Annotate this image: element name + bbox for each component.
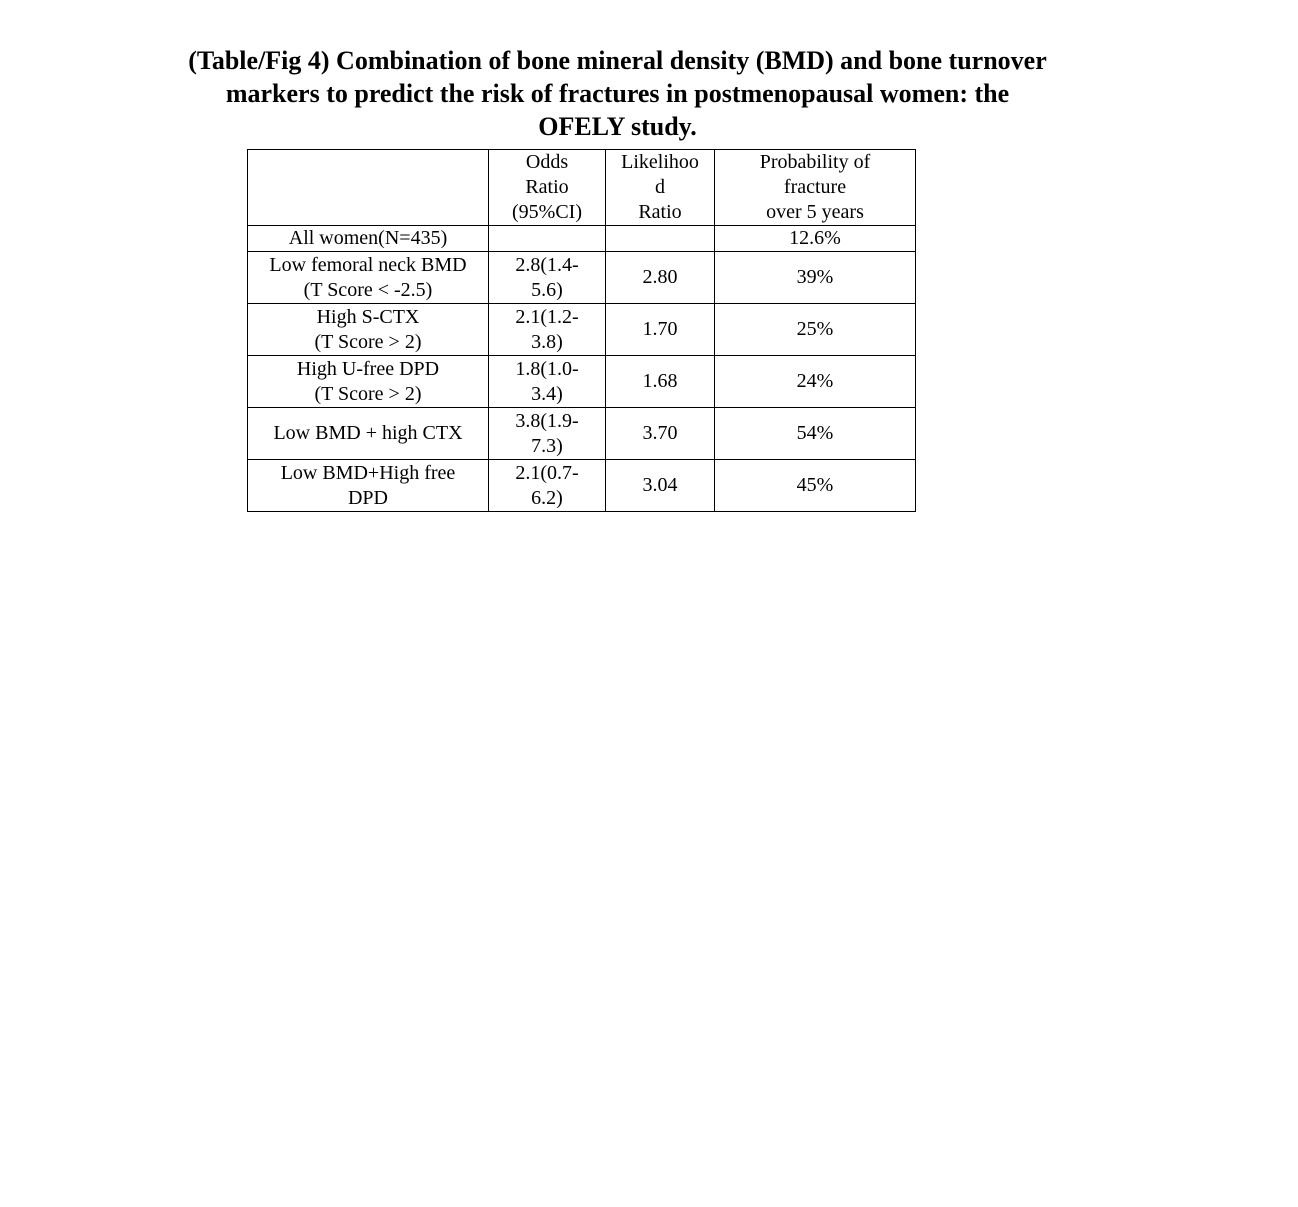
- odds-ratio-cell: [489, 408, 606, 460]
- header-odds-ratio-line: Odds: [525, 151, 569, 173]
- header-odds-ratio-line: Ratio: [525, 176, 569, 198]
- probability-cell: 39%: [715, 252, 916, 304]
- odds-ratio-line: 5.6): [531, 278, 563, 301]
- header-odds-ratio: [489, 150, 606, 226]
- row-label-line: Low femoral neck BMD: [269, 253, 467, 276]
- likelihood-ratio-cell: 1.68: [606, 356, 715, 408]
- odds-ratio-line: 2.1(0.7-: [515, 461, 579, 484]
- row-label: [248, 356, 489, 408]
- table-row: [248, 252, 916, 304]
- row-label-line: High U-free DPD: [296, 357, 440, 380]
- probability-cell: 12.6%: [715, 226, 916, 252]
- likelihood-ratio-cell: 3.04: [606, 460, 715, 512]
- probability-cell: 25%: [715, 304, 916, 356]
- odds-ratio-line: 3.8(1.9-: [515, 409, 579, 432]
- likelihood-ratio-cell: [606, 226, 715, 252]
- row-label-line: Low BMD + high CTX: [273, 422, 463, 444]
- row-label: [248, 460, 489, 512]
- header-probability-line: over 5 years: [766, 201, 864, 223]
- odds-ratio-line: 2.1(1.2-: [515, 305, 579, 328]
- odds-ratio-line: 2.8(1.4-: [515, 253, 579, 276]
- title-line-2: markers to predict the risk of fractures in postmenopausal women: the: [225, 79, 1010, 108]
- row-label: [248, 304, 489, 356]
- odds-ratio-line: 1.8(1.0-: [515, 357, 579, 380]
- likelihood-ratio-cell: 1.70: [606, 304, 715, 356]
- row-label-line: All women(N=435): [288, 227, 448, 249]
- row-label-line: Low BMD+High free: [280, 461, 456, 484]
- row-label-line: High S-CTX: [316, 305, 420, 328]
- header-likelihood-ratio-line: Ratio: [638, 201, 682, 223]
- header-likelihood-ratio-line: d: [655, 176, 665, 198]
- fracture-risk-table: [247, 149, 916, 512]
- row-label: [248, 408, 489, 460]
- table-header-row: [248, 150, 916, 226]
- likelihood-ratio-cell: 2.80: [606, 252, 715, 304]
- odds-ratio-cell: [489, 356, 606, 408]
- header-probability-line: fracture: [783, 176, 847, 198]
- header-likelihood-ratio: [606, 150, 715, 226]
- table-row: [248, 226, 916, 252]
- odds-ratio-cell: [489, 460, 606, 512]
- table-row: [248, 460, 916, 512]
- header-probability-line: Probability of: [759, 151, 871, 173]
- table-row: [248, 304, 916, 356]
- header-odds-ratio-line: (95%CI): [512, 201, 582, 223]
- table-row: [248, 356, 916, 408]
- table-row: [248, 408, 916, 460]
- row-label-line: (T Score > 2): [314, 330, 422, 353]
- title-line-1: (Table/Fig 4) Combination of bone mineral density (BMD) and bone turnover: [188, 46, 1047, 75]
- probability-cell: 24%: [715, 356, 916, 408]
- odds-ratio-cell: [489, 252, 606, 304]
- table-title: [140, 44, 1095, 143]
- row-label-line: DPD: [347, 486, 388, 509]
- title-line-3: OFELY study.: [538, 112, 697, 141]
- probability-cell: 54%: [715, 408, 916, 460]
- odds-ratio-line: 6.2): [531, 486, 563, 509]
- header-likelihood-ratio-line: Likelihoo: [621, 151, 699, 173]
- odds-ratio-line: 3.8): [531, 330, 563, 353]
- row-label: [248, 226, 489, 252]
- header-empty: [248, 150, 489, 226]
- probability-cell: 45%: [715, 460, 916, 512]
- odds-ratio-cell: [489, 226, 606, 252]
- odds-ratio-cell: [489, 304, 606, 356]
- row-label: [248, 252, 489, 304]
- row-label-line: (T Score < -2.5): [303, 278, 433, 301]
- row-label-line: (T Score > 2): [314, 382, 422, 405]
- odds-ratio-line: 7.3): [531, 434, 563, 457]
- header-probability: [715, 150, 916, 226]
- odds-ratio-line: 3.4): [531, 382, 563, 405]
- likelihood-ratio-cell: 3.70: [606, 408, 715, 460]
